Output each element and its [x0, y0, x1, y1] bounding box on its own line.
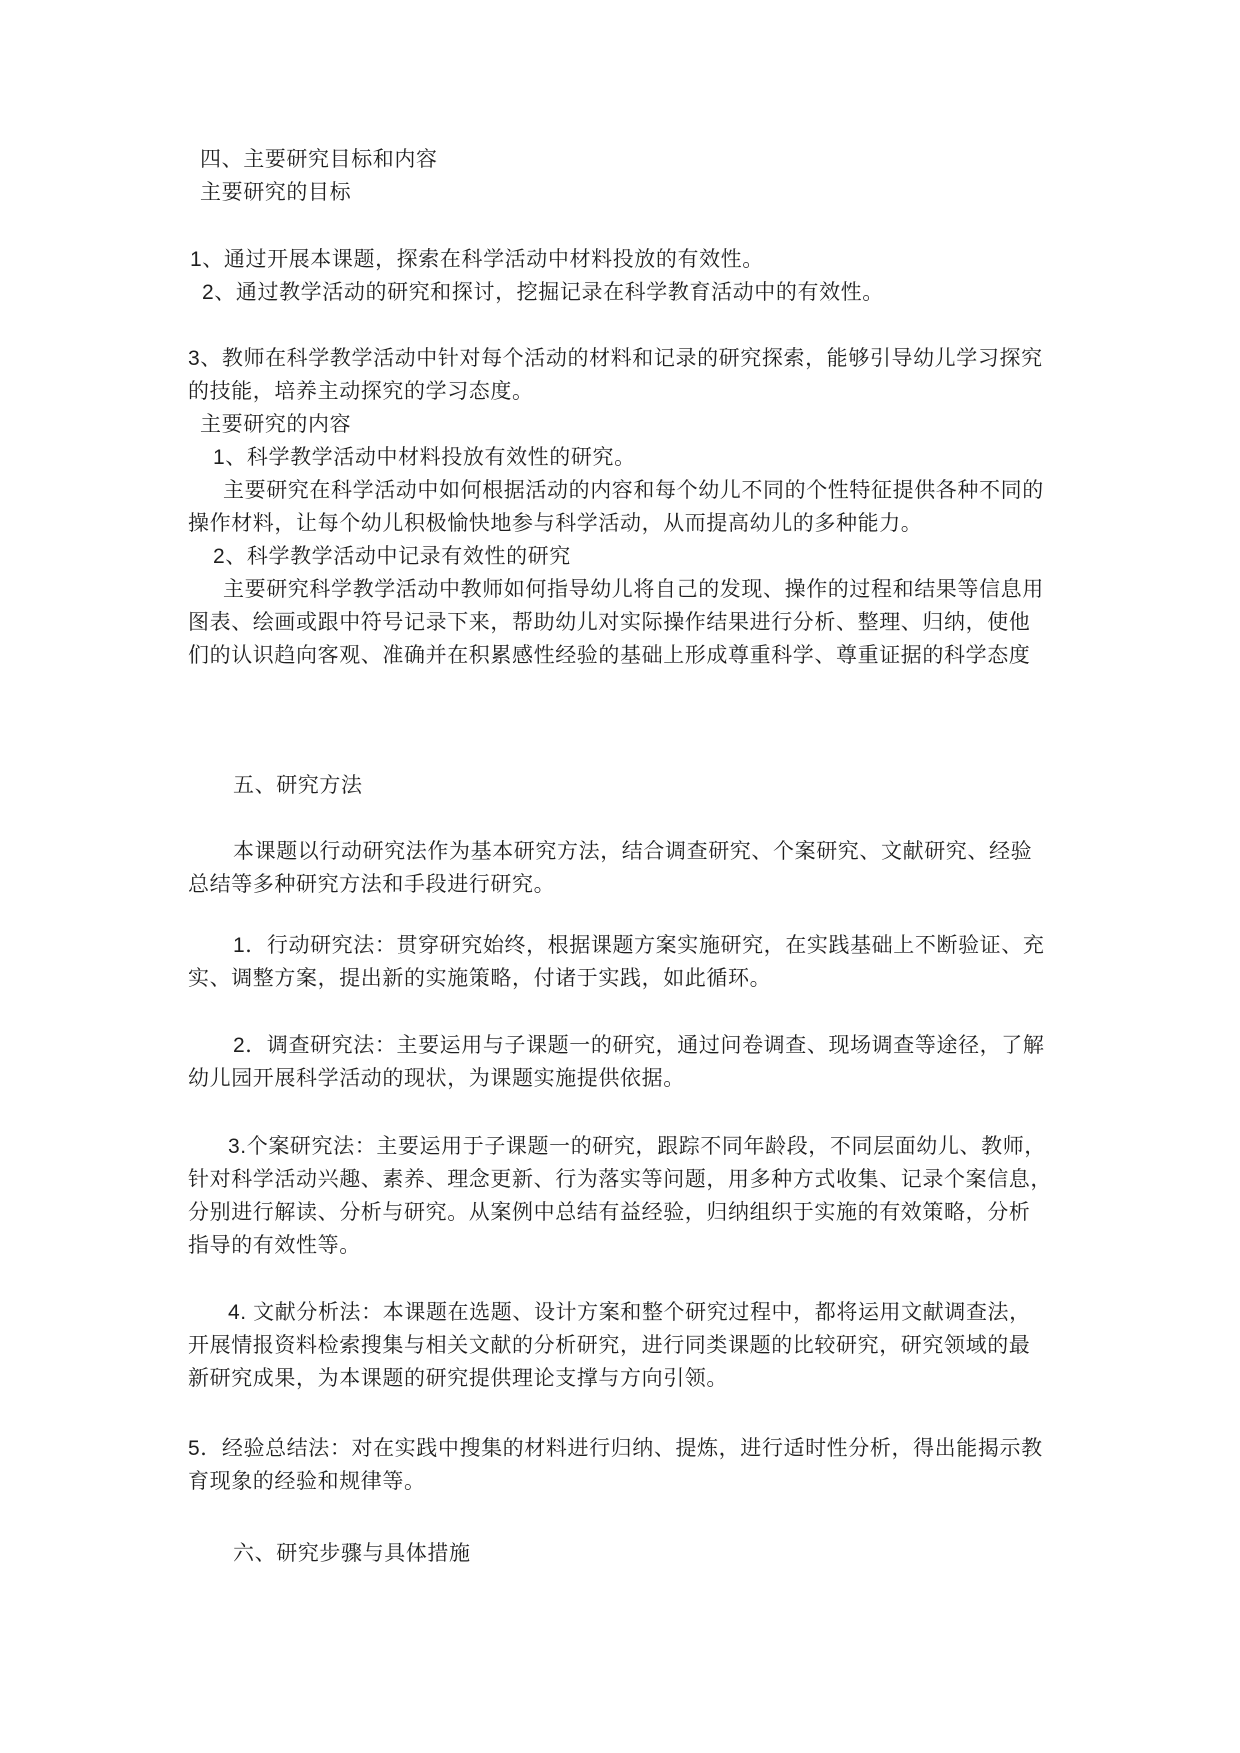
goal-item: 3、教师在科学教学活动中针对每个活动的材料和记录的研究探索，能够引导幼儿学习探究 — [188, 347, 1043, 370]
goal-item: 2、通过教学活动的研究和探讨，挖掘记录在科学教育活动中的有效性。 — [202, 281, 884, 304]
goal-item-continuation: 的技能，培养主动探究的学习态度。 — [188, 380, 534, 403]
method-item-continuation: 针对科学活动兴趣、素养、理念更新、行为落实等问题，用多种方式收集、记录个案信息， — [188, 1168, 1052, 1191]
method-item-continuation: 实、调整方案，提出新的实施策略，付诸于实践，如此循环。 — [188, 967, 772, 990]
blank-line — [188, 1095, 1160, 1130]
method-item-1: 1．行动研究法：贯穿研究始终，根据课题方案实施研究，在实践基础上不断验证、充 — [233, 934, 1045, 957]
paragraph-line: 们的认识趋向客观、准确并在积累感性经验的基础上形成尊重科学、尊重证据的科学态度 — [188, 644, 1031, 667]
paragraph-line: 操作材料，让每个幼儿积极愉快地参与科学活动，从而提高幼儿的多种能力。 — [188, 512, 923, 535]
method-item-continuation: 指导的有效性等。 — [188, 1234, 361, 1257]
section-four-heading: 四、主要研究目标和内容 — [200, 148, 438, 171]
subsection-title-goals: 主要研究的目标 — [200, 181, 352, 204]
blank-line — [188, 802, 1160, 835]
blank-line — [188, 1498, 1160, 1537]
paragraph-line: 主要研究科学教学活动中教师如何指导幼儿将自己的发现、操作的过程和结果等信息用 — [223, 578, 1044, 601]
method-item-continuation: 开展情报资料检索搜集与相关文献的分析研究，进行同类课题的比较研究，研究领域的最 — [188, 1334, 1031, 1357]
method-item-continuation: 新研究成果，为本课题的研究提供理论支撑与方向引领。 — [188, 1367, 728, 1390]
method-item-continuation: 育现象的经验和规律等。 — [188, 1470, 426, 1493]
section-six-heading: 六、研究步骤与具体措施 — [233, 1542, 471, 1565]
blank-line — [188, 901, 1160, 929]
blank-line — [188, 1395, 1160, 1432]
content-item: 2、科学教学活动中记录有效性的研究 — [213, 545, 571, 568]
blank-line — [188, 309, 1160, 342]
blank-line — [188, 995, 1160, 1029]
content-item: 1、科学教学活动中材料投放有效性的研究。 — [213, 446, 636, 469]
goal-item: 1、通过开展本课题，探索在科学活动中材料投放的有效性。 — [190, 248, 764, 271]
paragraph-line: 本课题以行动研究法作为基本研究方法，结合调查研究、个案研究、文献研究、经验 — [233, 840, 1033, 863]
subsection-title-content: 主要研究的内容 — [200, 413, 352, 436]
method-item-2: 2．调查研究法：主要运用与子课题一的研究，通过问卷调查、现场调查等途径，了解 — [233, 1034, 1045, 1057]
method-item-continuation: 分别进行解读、分析与研究。从案例中总结有益经验，归纳组织于实施的有效策略，分析 — [188, 1201, 1031, 1224]
method-item-3: 3.个案研究法：主要运用于子课题一的研究，跟踪不同年龄段，不同层面幼儿、教师， — [228, 1135, 1046, 1158]
paragraph-line: 总结等多种研究方法和手段进行研究。 — [188, 873, 556, 896]
blank-block — [188, 672, 1160, 769]
blank-line — [188, 1262, 1160, 1296]
paragraph-line: 图表、绘画或跟中符号记录下来，帮助幼儿对实际操作结果进行分析、整理、归纳，使他 — [188, 611, 1031, 634]
paragraph-line: 主要研究在科学活动中如何根据活动的内容和每个幼儿不同的个性特征提供各种不同的 — [223, 479, 1044, 502]
blank-line — [188, 209, 1160, 243]
method-item-continuation: 幼儿园开展科学活动的现状，为课题实施提供依据。 — [188, 1067, 685, 1090]
method-item-4: 4. 文献分析法：本课题在选题、设计方案和整个研究过程中，都将运用文献调查法， — [228, 1301, 1031, 1324]
method-item-5: 5．经验总结法：对在实践中搜集的材料进行归纳、提炼，进行适时性分析，得出能揭示教 — [188, 1437, 1043, 1460]
section-five-heading: 五、研究方法 — [233, 774, 363, 797]
